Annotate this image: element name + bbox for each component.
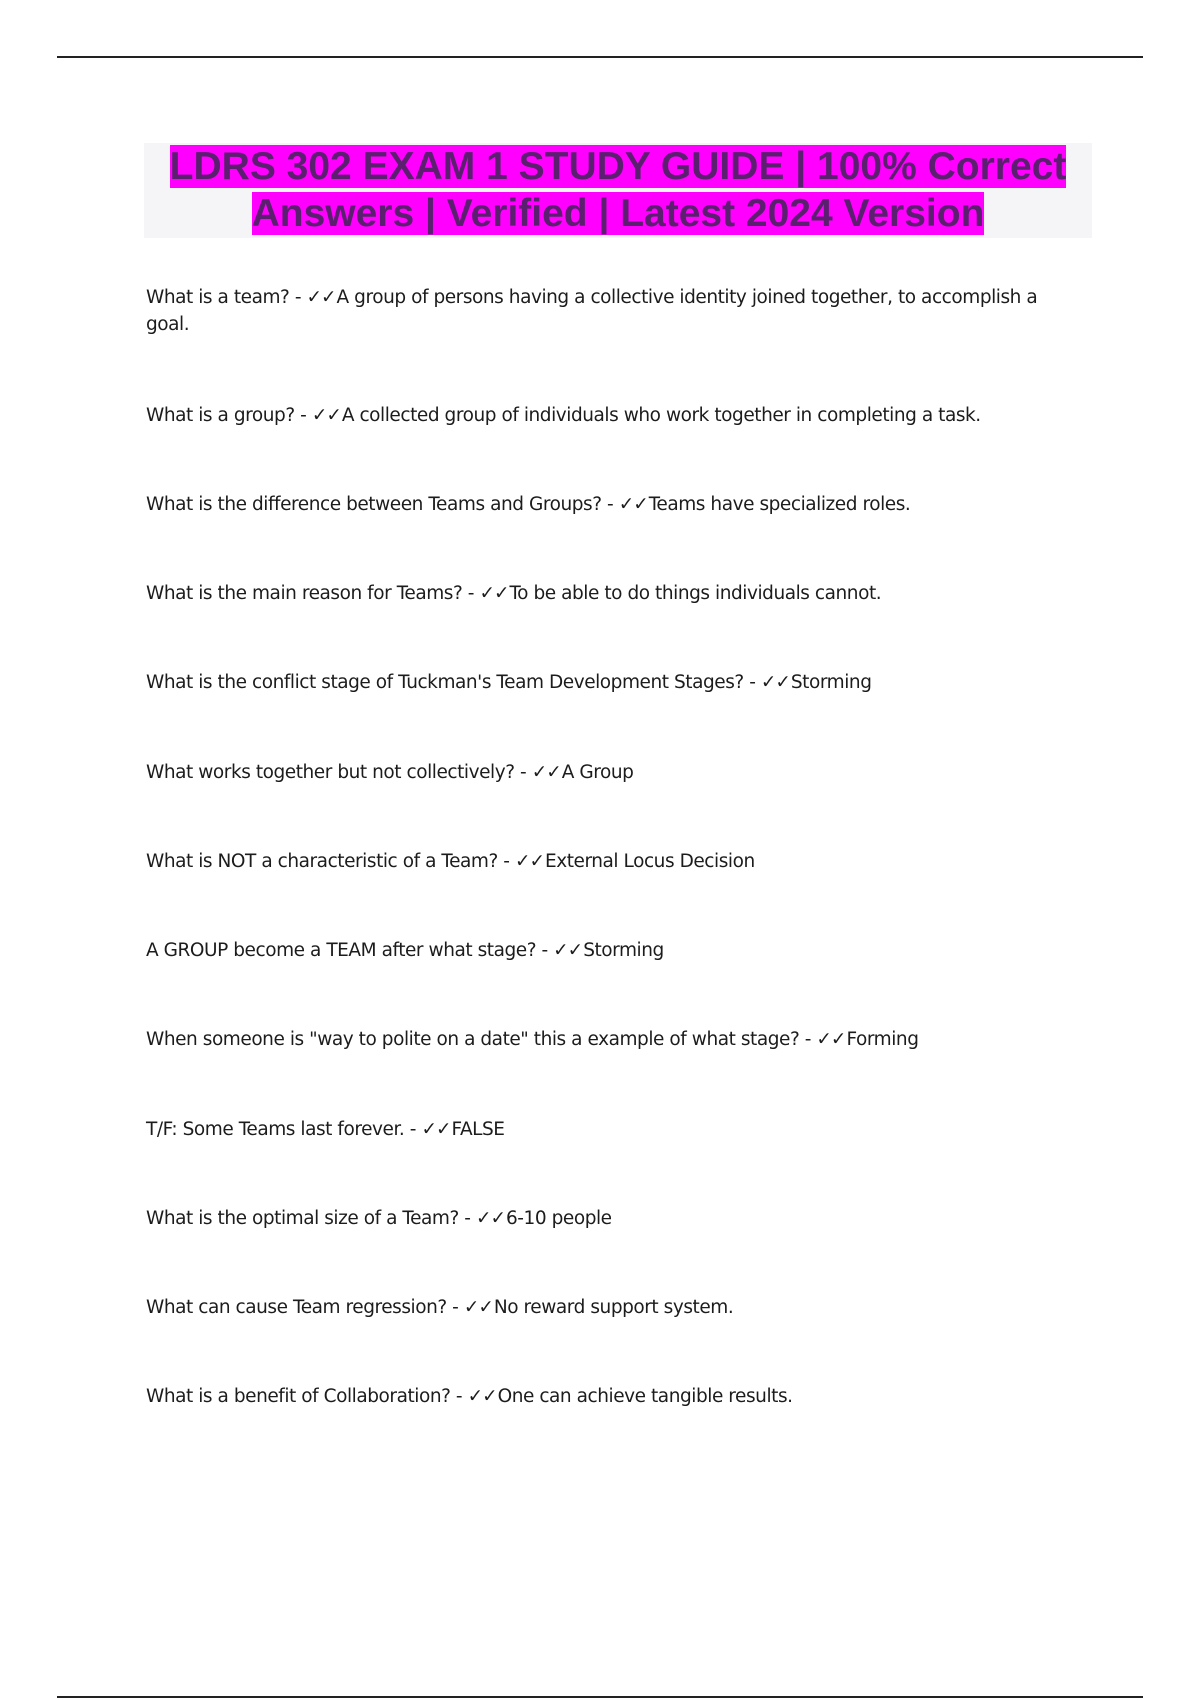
question-text: What is the optimal size of a Team?	[146, 1208, 459, 1229]
bottom-rule	[57, 1696, 1143, 1698]
separator: -	[514, 762, 532, 783]
separator: -	[458, 1208, 476, 1229]
check-mark-icon: ✓✓	[311, 405, 341, 426]
answer-text: External Locus Decision	[544, 851, 755, 872]
qa-item	[146, 1116, 1066, 1143]
separator: -	[601, 494, 619, 515]
qa-item	[146, 491, 1066, 518]
separator: -	[497, 851, 515, 872]
check-mark-icon: ✓✓	[760, 672, 790, 693]
question-text: What is the conflict stage of Tuckman's Team Development Stages?	[146, 672, 744, 693]
separator: -	[462, 583, 480, 604]
answer-text: No reward support system.	[493, 1297, 734, 1318]
answer-text: Forming	[846, 1029, 919, 1050]
qa-item	[146, 580, 1066, 607]
check-mark-icon: ✓✓	[306, 287, 336, 308]
qa-item	[146, 1026, 1066, 1053]
check-mark-icon: ✓✓	[463, 1297, 493, 1318]
qa-item	[146, 848, 1066, 875]
answer-text: A collected group of individuals who work together in completing a task.	[341, 405, 981, 426]
separator: -	[743, 672, 761, 693]
qa-item	[146, 1294, 1066, 1321]
check-mark-icon: ✓✓	[816, 1029, 846, 1050]
top-rule	[57, 56, 1143, 58]
answer-text: A Group	[561, 762, 634, 783]
separator: -	[446, 1297, 464, 1318]
question-text: What is a group?	[146, 405, 295, 426]
question-text: When someone is "way to polite on a date" this a example of what stage?	[146, 1029, 800, 1050]
answer-text: FALSE	[451, 1119, 505, 1140]
answer-text: Storming	[790, 672, 872, 693]
qa-item	[146, 402, 1066, 429]
question-text: A GROUP become a TEAM after what stage?	[146, 940, 537, 961]
qa-item	[146, 669, 1066, 696]
check-mark-icon: ✓✓	[421, 1119, 451, 1140]
qa-item	[146, 1205, 1066, 1232]
question-text: T/F: Some Teams last forever.	[146, 1119, 405, 1140]
question-text: What is the main reason for Teams?	[146, 583, 463, 604]
check-mark-icon: ✓✓	[553, 940, 583, 961]
qa-item	[146, 759, 1066, 786]
question-text: What is a team?	[146, 287, 290, 308]
qa-item	[146, 1383, 1066, 1410]
check-mark-icon: ✓✓	[467, 1386, 497, 1407]
check-mark-icon: ✓✓	[479, 583, 509, 604]
check-mark-icon: ✓✓	[514, 851, 544, 872]
question-text: What is a benefit of Collaboration?	[146, 1386, 451, 1407]
question-text: What can cause Team regression?	[146, 1297, 447, 1318]
separator: -	[450, 1386, 468, 1407]
answer-text: A group of persons having a collective identity joined together, to accomplish a goal.	[146, 287, 1038, 335]
answer-text: To be able to do things individuals cannot.	[509, 583, 882, 604]
question-text: What is the difference between Teams and Groups?	[146, 494, 602, 515]
title-block	[144, 143, 1092, 238]
answer-text: 6-10 people	[505, 1208, 612, 1229]
answer-text: Teams have specialized roles.	[648, 494, 911, 515]
separator: -	[404, 1119, 422, 1140]
separator: -	[799, 1029, 817, 1050]
answer-text: One can achieve tangible results.	[497, 1386, 793, 1407]
question-text: What works together but not collectively?	[146, 762, 515, 783]
qa-item	[146, 937, 1066, 964]
separator: -	[294, 405, 312, 426]
separator: -	[289, 287, 307, 308]
separator: -	[536, 940, 554, 961]
document-title: LDRS 302 EXAM 1 STUDY GUIDE | 100% Correct Answers | Verified | Latest 2024 Version	[169, 145, 1067, 235]
check-mark-icon: ✓✓	[475, 1208, 505, 1229]
check-mark-icon: ✓✓	[531, 762, 561, 783]
check-mark-icon: ✓✓	[618, 494, 648, 515]
answer-text: Storming	[583, 940, 664, 961]
question-text: What is NOT a characteristic of a Team?	[146, 851, 498, 872]
qa-item	[146, 284, 1066, 338]
